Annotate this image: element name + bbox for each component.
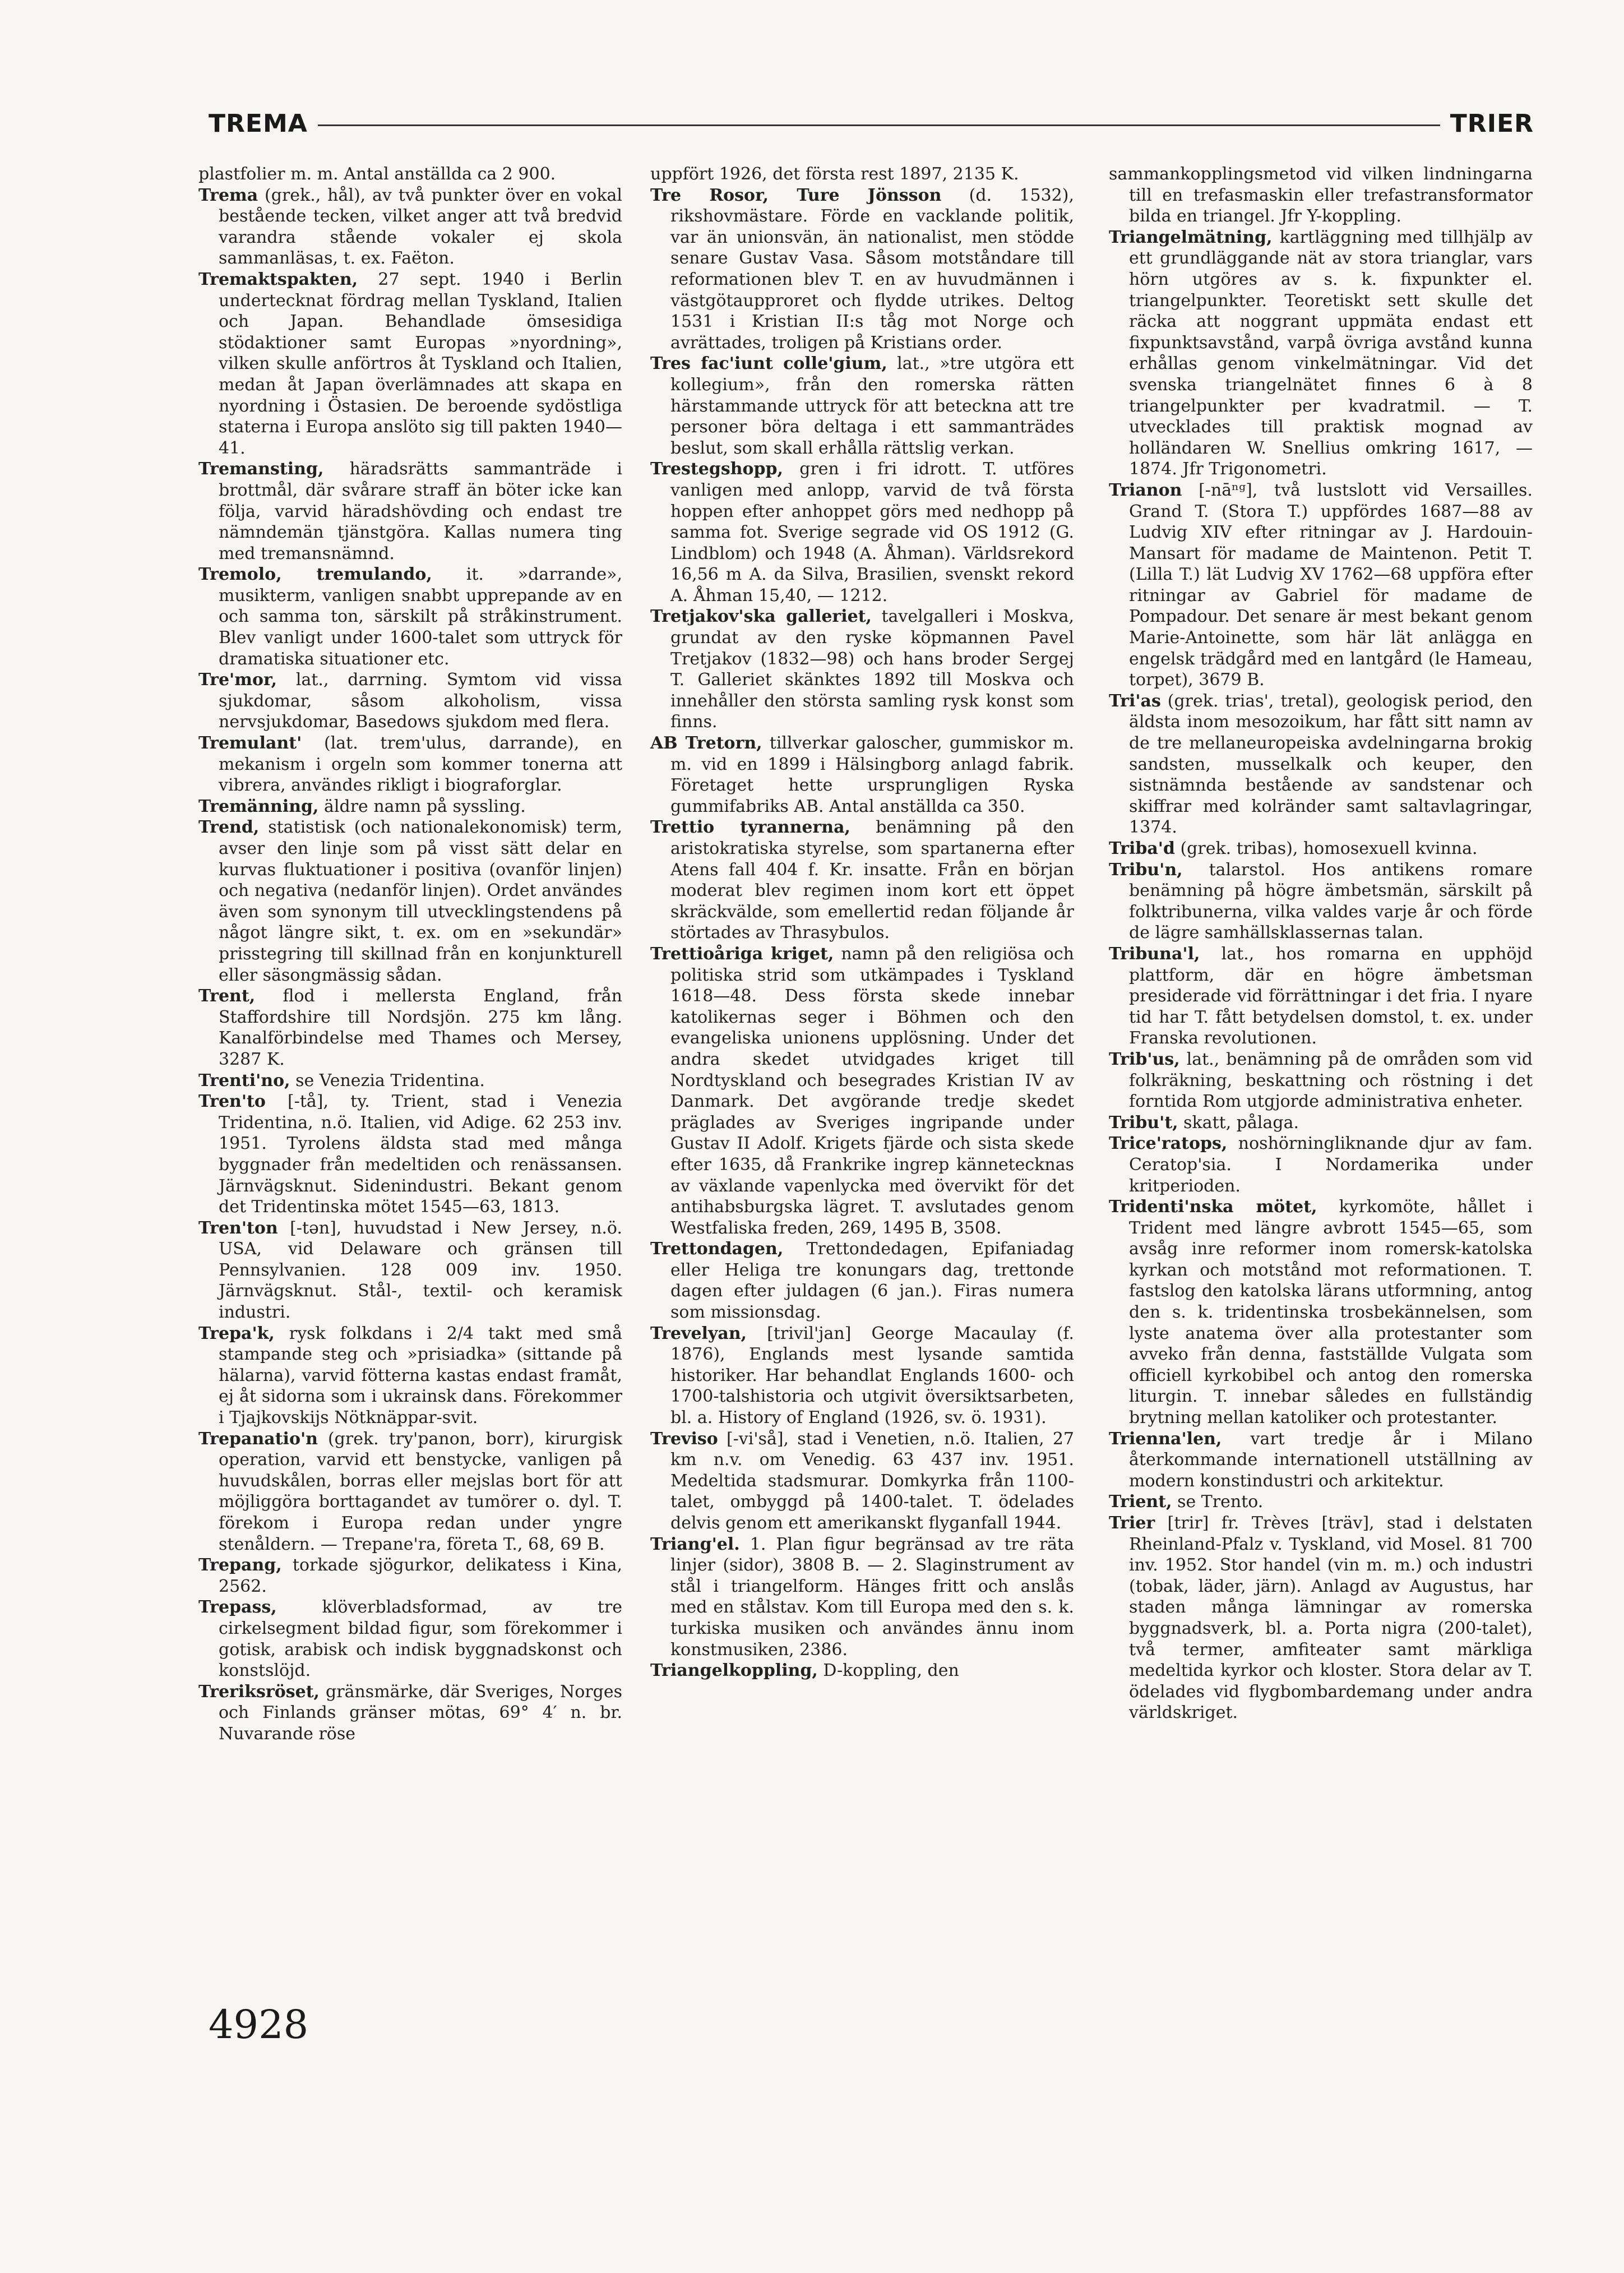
entry-text: äldre namn på syssling. bbox=[318, 796, 526, 816]
entry-text: talarstol. Hos antikens romare benämning på högre ämbetsmän, särskilt på folktribunerna, vilka valdes varje år och förde de lägre samhällsklassernas talan. bbox=[1129, 860, 1533, 943]
entry-text: [-nāⁿᵍ], två lustslott vid Versailles. Grand T. (Stora T.) uppfördes 1687—88 av Ludvig XIV efter ritningar av J. Hardouin-Mansart för madame de Maintenon. Petit T. (Lilla T.) lät Ludvig XV 1762—68 uppföra efter ritningar av Gabriel för madame de Pompadour. Det senare är mest bekant genom Marie-Antoinette, som här lät anlägga en engelsk trädgård med en lantgård (le Hameau, torpet), 3679 B. bbox=[1129, 480, 1533, 690]
dictionary-entry bbox=[198, 269, 622, 459]
entry-headword: Tre Rosor, Ture Jönsson bbox=[650, 185, 942, 205]
dictionary-entry bbox=[198, 1555, 622, 1597]
dictionary-entry bbox=[1109, 1429, 1533, 1492]
entry-headword: Trettondagen, bbox=[650, 1239, 784, 1259]
entry-headword: Trepanatio'n bbox=[198, 1429, 318, 1449]
dictionary-entry bbox=[198, 164, 622, 185]
entry-text: gren i fri idrott. T. utföres vanligen med anlopp, varvid de två första hoppen efter anhoppet görs med nedhopp på samma fot. Sverige segrade vid OS 1912 (G. Lindblom) och 1948 (A. Åhman). Världsrekord 16,56 m A. da Silva, Brasilien, svenskt rekord A. Åhman 15,40, — 1212. bbox=[670, 459, 1074, 606]
entry-headword: Trepang, bbox=[198, 1555, 282, 1576]
entry-text: gränsmärke, där Sveriges, Norges och Finlands gränser mötas, 69° 4′ n. br. Nuvarande röse bbox=[219, 1681, 622, 1744]
entry-text: lat., hos romarna en upphöjd plattform, där en högre ämbetsman presiderade vid förrättningar i det fria. I nyare tid har T. fått betydelsen domstol, t. ex. under Franska revolutionen. bbox=[1129, 944, 1533, 1048]
entry-headword: Trianon bbox=[1109, 480, 1182, 500]
dictionary-entry bbox=[650, 459, 1074, 606]
entry-headword: AB Tretorn, bbox=[650, 733, 762, 754]
entry-text: se Trento. bbox=[1172, 1492, 1264, 1512]
entry-text: 1. Plan figur begränsad av tre räta linjer (sidor), 3808 B. — 2. Slaginstrument av stål i triangelform. Hänges fritt och anslås med en stålstav. Kom till Europa med den s. k. turkiska musiken och användes ännu inom konstmusiken, 2386. bbox=[670, 1534, 1074, 1660]
dictionary-entry bbox=[198, 1429, 622, 1555]
dictionary-entry bbox=[198, 1681, 622, 1745]
entry-text: D-koppling, den bbox=[817, 1661, 959, 1681]
entry-headword: Triangelmätning, bbox=[1109, 227, 1273, 247]
dictionary-entry bbox=[650, 1660, 1074, 1681]
entry-headword: Trice'ratops, bbox=[1109, 1134, 1228, 1154]
entry-headword: Trent, bbox=[198, 986, 256, 1006]
dictionary-entry bbox=[1109, 164, 1533, 227]
entry-headword: Triangelkoppling, bbox=[650, 1661, 818, 1681]
entry-headword: Tribu'n, bbox=[1109, 860, 1183, 880]
entry-text: benämning på den aristokratiska styrelse, som spartanerna efter Atens fall 404 f. Kr. insatte. Från en början moderat blev regimen inom kort ett öppet skräckvälde, som emellertid redan följande år störtades av Thrasybulos. bbox=[670, 817, 1074, 943]
entry-headword: Trib'us, bbox=[1109, 1049, 1180, 1069]
dictionary-entry bbox=[198, 986, 622, 1070]
dictionary-entry bbox=[650, 1429, 1074, 1534]
entry-headword: Tren'ton bbox=[198, 1218, 278, 1238]
dictionary-entry bbox=[1109, 1049, 1533, 1112]
dictionary-entry bbox=[1109, 944, 1533, 1049]
dictionary-entry bbox=[1109, 1196, 1533, 1429]
dictionary-entry bbox=[1109, 860, 1533, 944]
entry-text: häradsrätts sammanträde i brottmål, där svårare straff än böter icke kan följa, varvid häradshövding och endast tre nämndemän tjänstgöra. Kallas numera ting med tremansnämnd. bbox=[219, 459, 622, 563]
dictionary-entry bbox=[1109, 1513, 1533, 1724]
entry-text: skatt, pålaga. bbox=[1178, 1112, 1299, 1133]
dictionary-entry bbox=[1109, 480, 1533, 691]
entry-headword: Trevelyan, bbox=[650, 1323, 747, 1343]
entry-text: (grek. try'panon, borr), kirurgisk operation, varvid ett benstycke, vanligen på huvudskålen, borras eller mejslas bort för att möjliggöra borttagandet av tumörer o. dyl. T. förekom i Europa redan under yngre stenåldern. — Trepane'ra, företa T., 68, 69 B. bbox=[219, 1429, 622, 1554]
entry-text: lat., »tre utgöra ett kollegium», från den romerska rätten härstammande uttryck för att beteckna att tre personer böra deltaga i ett sammanträdes beslut, som skall erhålla rättslig verkan. bbox=[670, 354, 1074, 458]
entry-text: kartläggning med tillhjälp av ett grundläggande nät av stora trianglar, vars hörn utgöres av s. k. fixpunkter el. triangelpunkter. Teoretiskt sett skulle det räcka att noggrant uppmäta endast ett fixpunktsavstånd, varpå övriga avstånd kunna erhållas genom vinkelmätningar. Vid det svenska triangelnätet finnes 6 à 8 triangelpunkter per kvadratmil. — T. utvecklades till praktisk mognad av holländaren W. Snellius omkring 1617, — 1874. Jfr Trigonometri. bbox=[1129, 227, 1533, 479]
entry-text: (d. 1532), rikshovmästare. Förde en vacklande politik, var än unionsvän, än nationalist, men stödde senare Gustav Vasa. Såsom motståndare till reformationen blev T. en av huvudmännen i västgötaupproret och flydde utrikes. Deltog 1531 i Kristian II:s tåg mot Norge och avrättades, troligen på Kristians order. bbox=[670, 185, 1074, 353]
entry-text: (lat. trem'ulus, darrande), en mekanism i orgeln som kommer tonerna att vibrera, användes rikligt i biograforglar. bbox=[219, 733, 622, 796]
dictionary-entry bbox=[198, 185, 622, 269]
entry-text: tillverkar galoscher, gummiskor m. m. vid en 1899 i Hälsingborg anlagd fabrik. Företaget hette ursprungligen Ryska gummifabriks AB. Antal anställda ca 350. bbox=[670, 733, 1074, 816]
entry-text: [trir] fr. Trèves [träv], stad i delstaten Rheinland-Pfalz v. Tyskland, vid Mosel. 81 700 inv. 1952. Stor handel (vin m. m.) och industri (tobak, läder, järn). Anlagd av Augustus, har staden många lämningar av romerska byggnadsverk, bl. a. Porta nigra (200-talet), två termer, amfiteater samt märkliga medeltida kyrkor och kloster. Stora delar av T. ödelades vid flygbombardemang under andra världskriget. bbox=[1129, 1513, 1533, 1723]
column-3 bbox=[1109, 164, 1533, 1724]
column-1 bbox=[198, 164, 622, 1745]
entry-text: rysk folkdans i 2/4 takt med små stampande steg och »prisiadka» (sittande på hälarna), varvid fötterna kastas endast framåt, ej åt sidorna som i ukrainsk dans. Förekommer i Tjajkovskijs Nötknäppar-svit. bbox=[219, 1323, 622, 1428]
entry-text: [trivil'jan] George Macaulay (f. 1876), Englands mest lysande samtida historiker. Har behandlat Englands 1600- och 1700-talshistoria och utgivit översiktsarbeten, bl. a. History of England (1926, sv. ö. 1931). bbox=[670, 1323, 1074, 1428]
entry-headword: Triba'd bbox=[1109, 839, 1175, 858]
dictionary-entry bbox=[650, 164, 1074, 185]
dictionary-entry bbox=[198, 1091, 622, 1218]
dictionary-entry bbox=[198, 564, 622, 669]
dictionary-entry bbox=[650, 185, 1074, 354]
entry-headword: Trenti'no, bbox=[198, 1070, 290, 1091]
dictionary-entry bbox=[198, 817, 622, 986]
entry-text: (grek. tribas), homosexuell kvinna. bbox=[1174, 839, 1478, 858]
entry-text: klöverbladsformad, av tre cirkelsegment bildad figur, som förekommer i gotisk, arabisk och indisk byggnadskonst och konstslöjd. bbox=[219, 1597, 622, 1681]
entry-text: namn på den religiösa och politiska strid som utkämpades i Tyskland 1618—48. Dess första skede innebar katolikernas seger i Böhmen och den evangeliska unionens upplösning. Under det andra skedet utvidgades kriget till Nordtyskland och besegrades Kristian IV av Danmark. Det avgörande tredje skedet präglades av Sveriges ingripande under Gustav II Adolf. Krigets fjärde och sista skede efter 1635, då Frankrike ingrep kännetecknas av växlande vapenlycka med övervikt för det antihabsburgska lägret. T. avslutades genom Westfaliska freden, 269, 1495 B, 3508. bbox=[670, 944, 1074, 1238]
entry-headword: Trend, bbox=[198, 817, 260, 838]
entry-text: vart tredje år i Milano återkommande internationell utställning av modern konstindustri och arkitektur. bbox=[1129, 1429, 1533, 1491]
entry-text: [-vi'så], stad i Venetien, n.ö. Italien, 27 km n.v. om Venedig. 63 437 inv. 1951. Medeltida stadsmurar. Domkyrka från 1100-talet, ombyggd på 1400-talet. T. ödelades delvis genom ett amerikanskt flyganfall 1944. bbox=[670, 1429, 1074, 1533]
entry-headword: Tribu't, bbox=[1109, 1112, 1178, 1133]
header-first-word: TREMA bbox=[209, 104, 318, 144]
header-rule bbox=[209, 124, 1534, 126]
dictionary-entry bbox=[198, 669, 622, 733]
dictionary-entry bbox=[650, 353, 1074, 459]
entry-headword: Tridenti'nska mötet, bbox=[1109, 1197, 1317, 1217]
dictionary-entry bbox=[198, 796, 622, 817]
entry-headword: Tre'mor, bbox=[198, 670, 277, 690]
entry-text: tavelgalleri i Moskva, grundat av den ryske köpmannen Pavel Tretjakov (1832—98) och hans broder Sergej T. Galleriet skänktes 1892 till Moskva och innehåller den största samling rysk konst som finns. bbox=[670, 607, 1074, 732]
entry-text: (grek., hål), av två punkter över en vokal bestående tecken, vilket anger att två bredvid varandra stående vokaler ej skola sammanläsas, t. ex. Faëton. bbox=[219, 185, 622, 269]
dictionary-entry bbox=[1109, 691, 1533, 838]
entry-text: (grek. trias', tretal), geologisk period, den äldsta inom mesozoikum, har fått sitt namn av de tre mellaneuropeiska avdelningarna brokig sandsten, musselkalk och keuper, den sistnämnda bestående av sandstenar och skiffrar med kolränder samt saltavlagringar, 1374. bbox=[1129, 691, 1533, 838]
entry-headword: Trepass, bbox=[198, 1597, 277, 1618]
dictionary-entry bbox=[650, 1534, 1074, 1661]
dictionary-entry bbox=[650, 606, 1074, 733]
entry-headword: Tren'to bbox=[198, 1092, 266, 1112]
entry-text: uppfört 1926, det första rest 1897, 2135 K. bbox=[650, 164, 1019, 184]
entry-text: se Venezia Tridentina. bbox=[290, 1070, 485, 1091]
entry-headword: Trettio tyrannerna, bbox=[650, 817, 850, 838]
page-number: 4928 bbox=[209, 2002, 309, 2048]
entry-headword: Tremansting, bbox=[198, 459, 324, 479]
dictionary-entry bbox=[198, 459, 622, 564]
dictionary-entry bbox=[650, 817, 1074, 944]
entry-headword: Treviso bbox=[650, 1429, 718, 1449]
entry-text: flod i mellersta England, från Staffordshire till Nordsjön. 275 km lång. Kanalförbindelse med Thames och Mersey, 3287 K. bbox=[219, 986, 622, 1069]
entry-text: noshörningliknande djur av fam. Ceratop'sia. I Nordamerika under kritperioden. bbox=[1129, 1134, 1533, 1196]
entry-text: plastfolier m. m. Antal anställda ca 2 900. bbox=[198, 164, 556, 184]
entry-headword: Trienna'len, bbox=[1109, 1429, 1222, 1449]
dictionary-entry bbox=[650, 1239, 1074, 1323]
entry-text: kyrkomöte, hållet i Trident med längre avbrott 1545—65, som avsåg inre reformer inom romersk-katolska kyrkan och motstånd mot reformationen. T. fastslog den katolska lärans utformning, antog den s. k. tridentinska trosbekännelsen, som lyste anatema över alla protestanter som avveko från denna, fastställde Vulgata som officiell kyrkobibel och antog den romerska liturgin. T. innebar således en fullständig brytning mellan katoliker och protestanter. bbox=[1129, 1197, 1533, 1428]
entry-text: it. »darrande», musikterm, vanligen snabbt upprepande av en och samma ton, särskilt på stråkinstrument. Blev vanligt under 1600-talet som uttryck för dramatiska situationer etc. bbox=[219, 565, 622, 669]
entry-headword: Tremaktspakten, bbox=[198, 269, 358, 289]
entry-text: [-tən], huvudstad i New Jersey, n.ö. USA, vid Delaware och gränsen till Pennsylvanien. 128 009 inv. 1950. Järnvägsknut. Stål-, textil- och keramisk industri. bbox=[219, 1218, 622, 1323]
entry-text: lat., darrning. Symtom vid vissa sjukdomar, såsom alkoholism, vissa nervsjukdomar, Basedows sjukdom med flera. bbox=[219, 670, 622, 732]
entry-headword: Tribuna'l, bbox=[1109, 944, 1200, 964]
dictionary-entry bbox=[198, 1597, 622, 1681]
entry-headword: Tres fac'iunt colle'gium, bbox=[650, 354, 887, 374]
dictionary-entry bbox=[650, 1323, 1074, 1429]
dictionary-entry bbox=[1109, 227, 1533, 480]
entry-text: statistisk (och nationalekonomisk) term, avser den linje som på visst sätt delar en kurvas fluktuationer i positiva (ovanför linjen) och negativa (nedanför linjen). Ordet användes även som synonym till utvecklingstendens på något längre sikt, t. ex. om en »sekundär» prisstegring till skillnad från en konjunkturell eller säsongmässig sådan. bbox=[219, 817, 622, 985]
dictionary-entry bbox=[1109, 1133, 1533, 1196]
dictionary-entry bbox=[198, 733, 622, 796]
dictionary-entry bbox=[1109, 1491, 1533, 1513]
entry-headword: Triang'el. bbox=[650, 1534, 740, 1554]
entry-headword: Trepa'k, bbox=[198, 1323, 275, 1343]
entry-headword: Trettioåriga kriget, bbox=[650, 944, 834, 964]
entry-headword: Tretjakov'ska galleriet, bbox=[650, 607, 872, 627]
entry-headword: Trestegshopp, bbox=[650, 459, 783, 479]
dictionary-entry bbox=[650, 733, 1074, 817]
dictionary-entry bbox=[198, 1070, 622, 1092]
entry-headword: Trient, bbox=[1109, 1492, 1172, 1512]
dictionary-entry bbox=[198, 1218, 622, 1323]
entry-text: Trettondedagen, Epifaniadag eller Heliga tre konungars dag, trettonde dagen efter juldagen (6 jan.). Firas numera som missionsdag. bbox=[670, 1239, 1074, 1323]
entry-headword: Tri'as bbox=[1109, 691, 1161, 711]
entry-text: sammankopplingsmetod vid vilken lindningarna till en trefasmaskin eller trefastransformator bilda en triangel. Jfr Y-koppling. bbox=[1109, 164, 1533, 227]
entry-headword: Tremulant' bbox=[198, 733, 302, 754]
dictionary-entry bbox=[1109, 838, 1533, 860]
dictionary-entry bbox=[198, 1323, 622, 1429]
running-header bbox=[209, 104, 1534, 144]
entry-text: 27 sept. 1940 i Berlin undertecknat fördrag mellan Tyskland, Italien och Japan. Behandlade ömsesidiga stödaktioner samt Europas »nyordning», vilken skulle anförtros åt Tyskland och Italien, medan åt Japan överlämnades att skapa en nyordning i Östasien. De beroende sydöstliga staterna i Europa anslöto sig till pakten 1940—41. bbox=[219, 269, 622, 458]
entry-headword: Tremänning, bbox=[198, 796, 319, 816]
entry-text: torkade sjögurkor, delikatess i Kina, 2562. bbox=[219, 1555, 622, 1596]
entry-text: [-tå], ty. Trient, stad i Venezia Tridentina, n.ö. Italien, vid Adige. 62 253 inv. 1951. Tyrolens äldsta stad med många byggnader från medeltiden och renässansen. Järnvägsknut. Sidenindustri. Bekant genom det Tridentinska mötet 1545—63, 1813. bbox=[219, 1092, 622, 1217]
entry-text: lat., benämning på de områden som vid folkräkning, beskattning och röstning i det forntida Rom utgjorde administrativa enheter. bbox=[1129, 1049, 1533, 1112]
dictionary-entry bbox=[1109, 1112, 1533, 1134]
column-2 bbox=[650, 164, 1074, 1681]
entry-headword: Tremolo, tremulando, bbox=[198, 565, 432, 585]
header-last-word: TRIER bbox=[1440, 104, 1534, 144]
entry-headword: Trier bbox=[1109, 1513, 1155, 1533]
dictionary-entry bbox=[650, 944, 1074, 1239]
entry-headword: Trema bbox=[198, 185, 258, 205]
entry-headword: Treriksröset, bbox=[198, 1681, 320, 1702]
